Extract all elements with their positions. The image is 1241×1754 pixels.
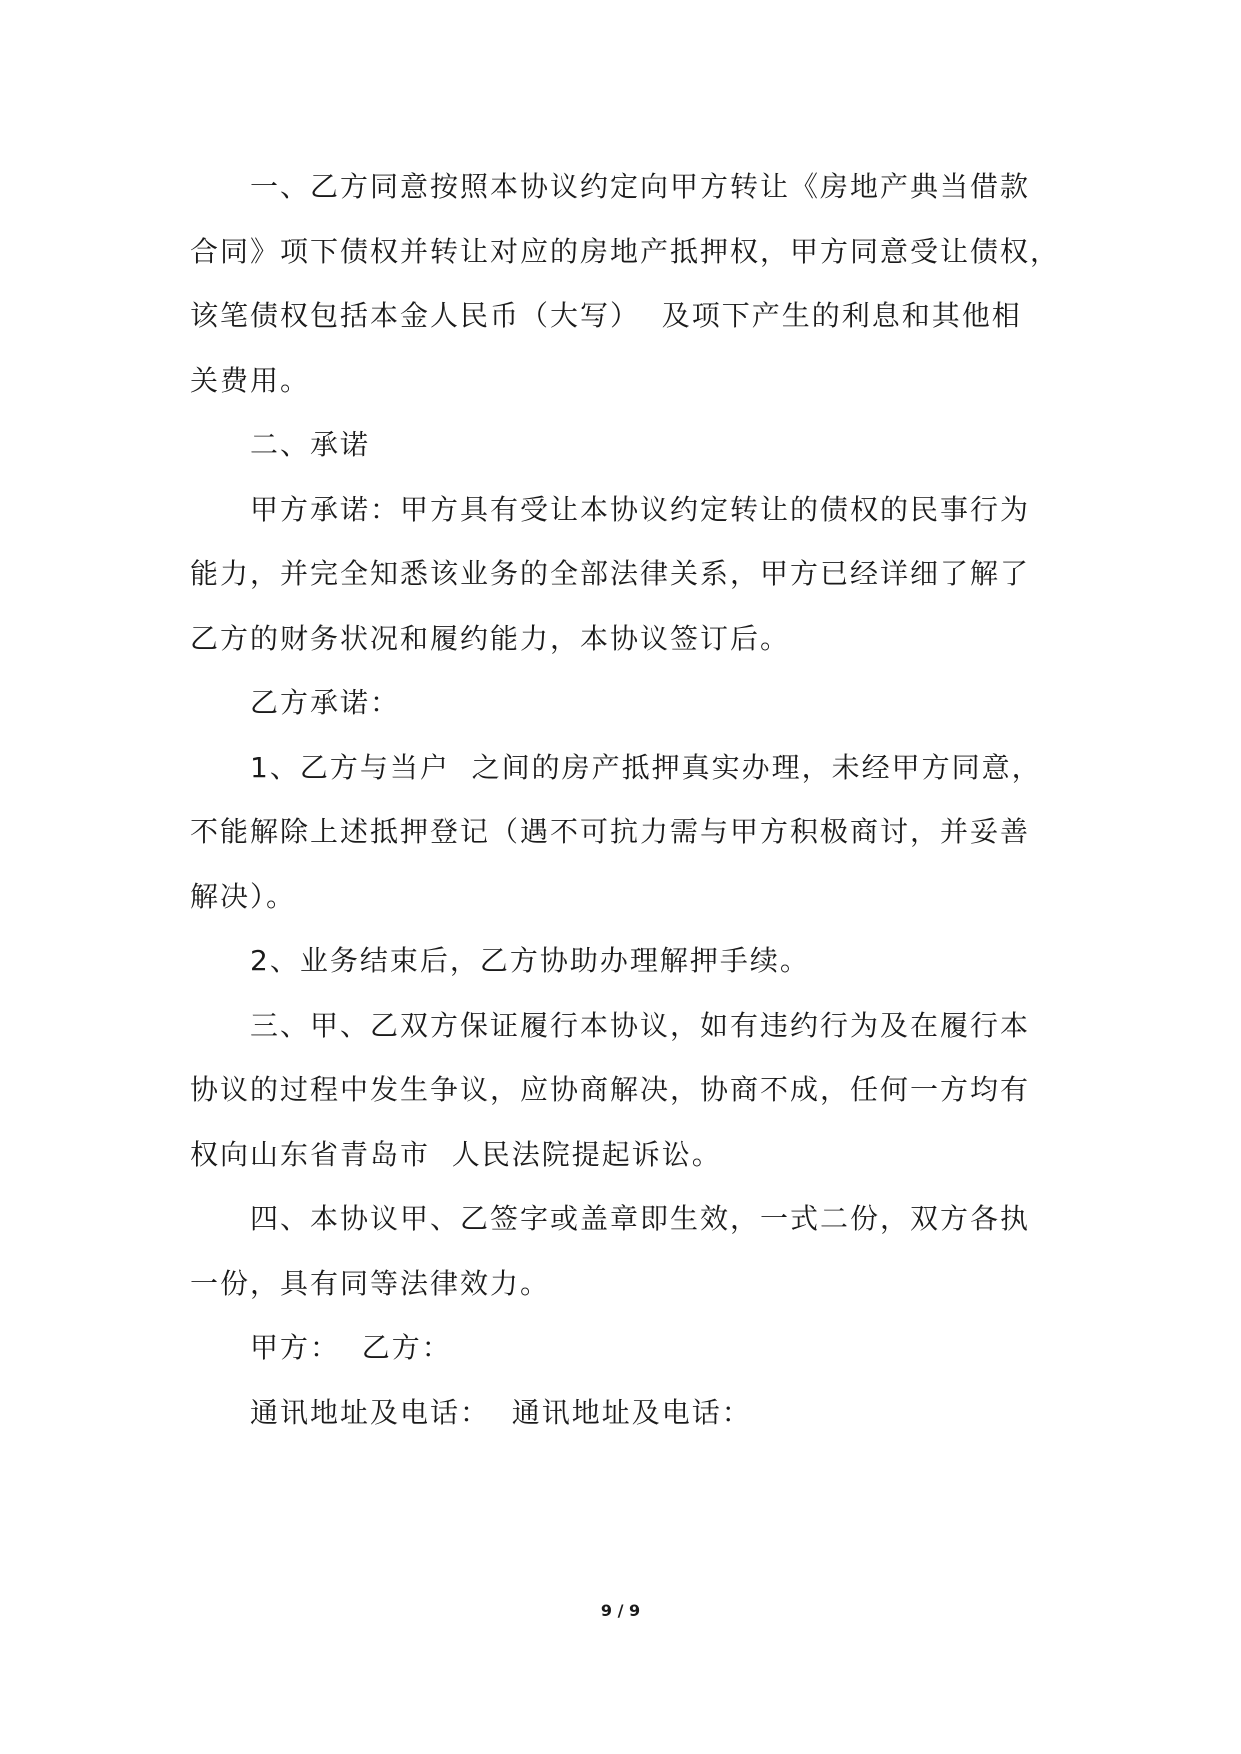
text-line-10 [190, 736, 1060, 801]
text-line [190, 155, 1060, 220]
text-line-7 [190, 542, 1060, 607]
text-line-5 [190, 413, 1060, 478]
text-line-13 [190, 929, 1060, 994]
line-10: 1、乙方与当户 之间的房产抵押真实办理，未经甲方同意， [250, 750, 1042, 784]
line-7: 能力，并完全知悉该业务的全部法律关系，甲方已经详细了解了 [190, 557, 1031, 590]
line-3: 该笔债权包括本金人民币（大写） 及项下产生的利息和其他相 [190, 299, 1022, 332]
text-line-17 [190, 1187, 1060, 1252]
line-14: 三、甲、乙双方保证履行本协议，如有违约行为及在履行本 [250, 1008, 1031, 1042]
line-11: 不能解除上述抵押登记（遇不可抗力需与甲方积极商讨，并妥善 [190, 815, 1031, 848]
line-18: 一份，具有同等法律效力。 [190, 1266, 551, 1300]
text-line-8 [190, 607, 1060, 672]
text-line-15 [190, 1058, 1060, 1123]
line-20: 通讯地址及电话： 通讯地址及电话： [250, 1395, 752, 1429]
line-12: 解决）。 [190, 879, 297, 913]
line-4: 关费用。 [190, 363, 311, 397]
text-line-3 [190, 284, 1060, 349]
text-line-11 [190, 800, 1060, 865]
text-line-9 [190, 671, 1060, 736]
line-13: 2、业务结束后，乙方协助办理解押手续。 [250, 944, 810, 977]
line-15: 协议的过程中发生争议，应协商解决，协商不成，任何一方均有 [190, 1073, 1031, 1106]
line-19: 甲方： 乙方： [250, 1331, 452, 1364]
text-line-19 [190, 1316, 1060, 1381]
text-line-14 [190, 994, 1060, 1059]
text-line-2 [190, 220, 1060, 285]
text-line-12 [190, 865, 1060, 930]
text-line-6 [190, 478, 1060, 543]
text-line-16 [190, 1123, 1060, 1188]
line-17: 四、本协议甲、乙签字或盖章即生效，一式二份，双方各执 [250, 1202, 1031, 1235]
text-line-4 [190, 349, 1060, 414]
line-8: 乙方的财务状况和履约能力，本协议签订后。 [190, 621, 791, 655]
line-5: 二、承诺 [250, 428, 371, 461]
page-number: 9 / 9 [600, 1601, 641, 1620]
line-16: 权向山东省青岛市 人民法院提起诉讼。 [190, 1137, 722, 1171]
line-1: 一、乙方同意按照本协议约定向甲方转让《房地产典当借款 [250, 170, 1031, 203]
line-2: 合同》项下债权并转让对应的房地产抵押权，甲方同意受让债权， [190, 234, 1061, 268]
document-body [190, 155, 1060, 1445]
line-6: 甲方承诺：甲方具有受让本协议约定转让的债权的民事行为 [250, 492, 1031, 526]
line-9: 乙方承诺： [250, 686, 401, 719]
text-line-18 [190, 1252, 1060, 1317]
text-line-20 [190, 1381, 1060, 1446]
